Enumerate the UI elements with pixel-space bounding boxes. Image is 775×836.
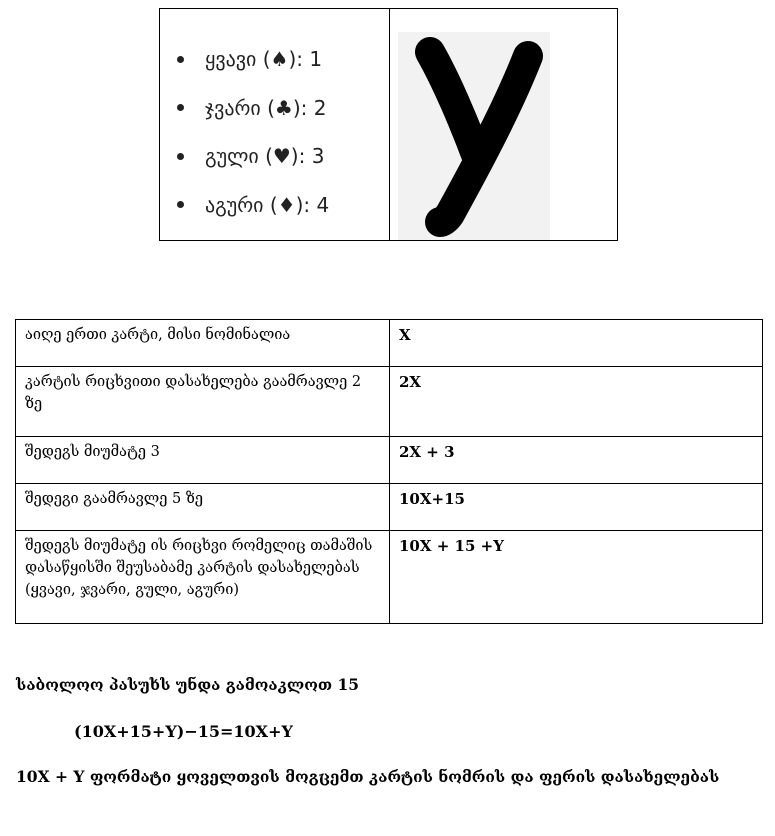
- suit-item-spades: [177, 35, 329, 84]
- suit-item-label: ჯვარი (♣): 2: [205, 95, 327, 120]
- bullet-icon: [177, 153, 184, 160]
- bullet-icon: [177, 201, 184, 208]
- letter-image-cell: [390, 9, 617, 240]
- step-description: კარტის რიცხვითი დასახელება გაამრავლე 2 ზე: [16, 367, 390, 437]
- step-description: შედეგს მიუმატე ის რიცხვი რომელიც თამაშის დასაწყისში შეუსაბამე კარტის დასახელებას (ყვავი, ჯვარი, გული, აგური): [16, 531, 390, 624]
- table-row: [16, 320, 763, 367]
- suit-item-label: ყვავი (♠): 1: [205, 47, 323, 72]
- step-expression: 10X + 15 +Y: [390, 531, 763, 624]
- table-row: [16, 531, 763, 624]
- step-expression: X: [390, 320, 763, 367]
- final-formula: (10X+15+Y)−15=10X+Y: [74, 722, 293, 741]
- step-description: შედეგი გაამრავლე 5 ზე: [16, 484, 390, 531]
- bullet-icon: [177, 104, 184, 111]
- suit-list: [177, 35, 329, 229]
- table-row: [16, 484, 763, 531]
- suit-item-diamonds: [177, 181, 329, 230]
- step-expression: 10X+15: [390, 484, 763, 531]
- step-description: აიღე ერთი კარტი, მისი ნომინალია: [16, 320, 390, 367]
- step-expression: 2X + 3: [390, 437, 763, 484]
- result-explanation: 10X + Y ფორმატი ყოველთვის მოგცემთ კარტის ნომრის და ფერის დასახელებას: [16, 767, 720, 786]
- georgian-letter-u-glyph: [398, 32, 550, 240]
- suit-item-label: გული (♥): 3: [205, 144, 325, 169]
- suit-item-hearts: [177, 132, 329, 181]
- bullet-icon: [177, 56, 184, 63]
- suit-legend-table: [159, 8, 618, 241]
- table-row: [16, 367, 763, 437]
- suit-item-label: აგური (♦): 4: [205, 192, 330, 217]
- letter-glyph-svg: [398, 32, 550, 240]
- steps-table: [15, 319, 763, 624]
- suit-list-cell: [160, 9, 390, 240]
- step-description: შედეგს მიუმატე 3: [16, 437, 390, 484]
- conclusion-text: საბოლოო პასუხს უნდა გამოაკლოთ 15: [16, 675, 360, 694]
- step-expression: 2X: [390, 367, 763, 437]
- table-row: [16, 437, 763, 484]
- suit-item-clubs: [177, 84, 329, 133]
